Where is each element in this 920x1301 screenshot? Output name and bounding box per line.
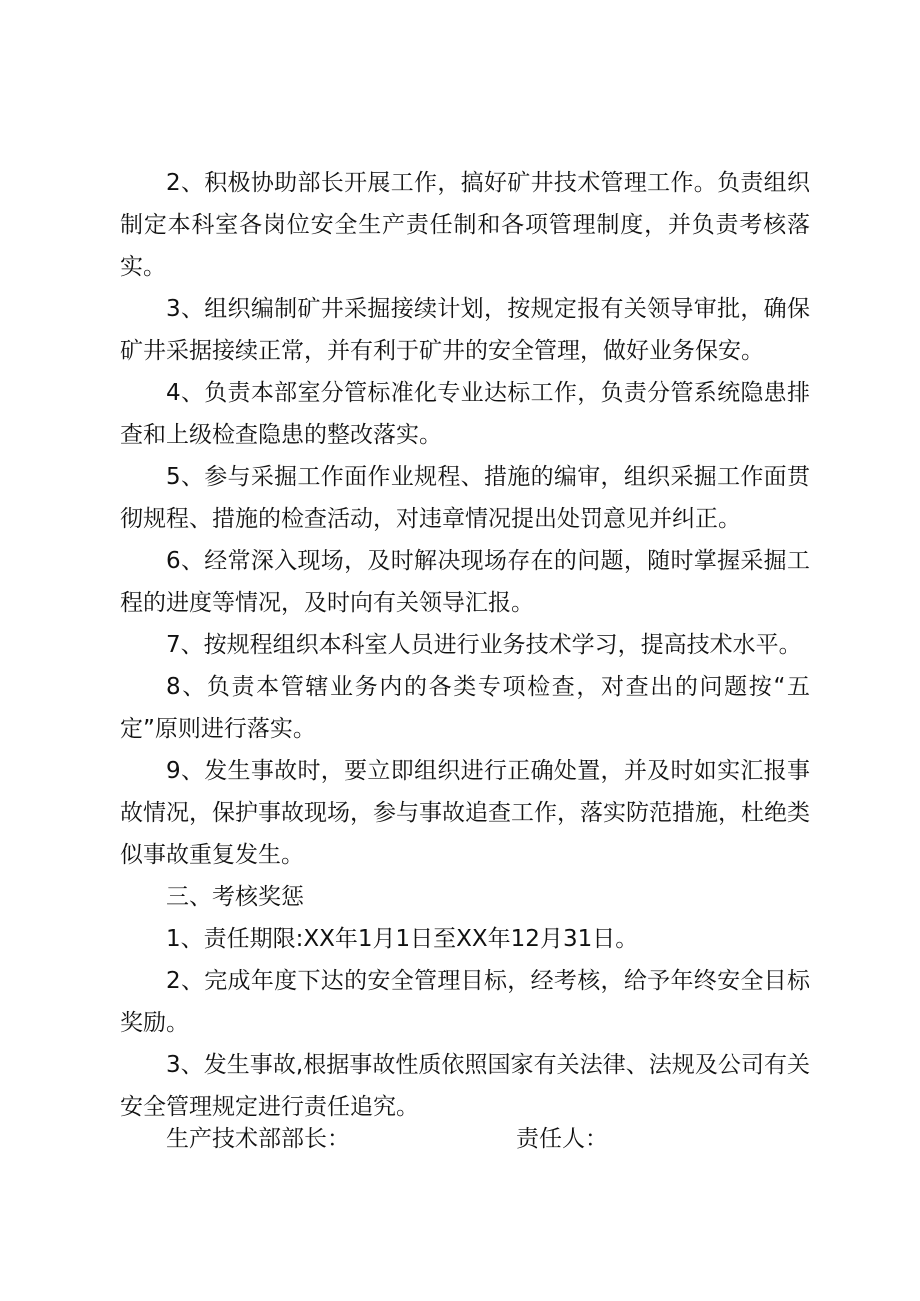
responsibility-item-4: 4、负责本部室分管标准化专业达标工作，负责分管系统隐患排查和上级检查隐患的整改落实。 [120,380,810,448]
responsibility-item-3: 3、组织编制矿井采掘接续计划，按规定报有关领导审批，确保矿井采据接续正常，并有利于矿井的安全管理，做好业务保安。 [120,296,810,364]
responsibility-item-9: 9、发生事故时，要立即组织进行正确处置，并及时如实汇报事故情况，保护事故现场，参与事故追查工作，落实防范措施，杜绝类似事故重复发生。 [120,758,810,868]
responsibility-item-7: 7、按规程组织本科室人员进行业务技术学习，提高技术水平。 [166,632,802,658]
department-head-signature-label: 生产技术部部长： [166,1126,350,1152]
assessment-item-1: 1、责任期限:XX年1月1日至XX年12月31日。 [166,926,639,952]
responsibility-item-2: 2、积极协助部长开展工作，搞好矿井技术管理工作。负责组织制定本科室各岗位安全生产责任制和各项管理制度，并负责考核落实。 [120,170,810,280]
assessment-item-3: 3、发生事故,根据事故性质依照国家有关法律、法规及公司有关安全管理规定进行责任追究。 [120,1052,810,1120]
section-heading: 三、考核奖惩 [166,884,304,910]
document-body [120,162,810,1128]
responsibility-item-6: 6、经常深入现场，及时解决现场存在的问题，随时掌握采掘工程的进度等情况，及时向有关领导汇报。 [120,548,810,616]
responsible-person-signature-label: 责任人： [516,1126,608,1152]
responsibility-item-5: 5、参与采掘工作面作业规程、措施的编审，组织采掘工作面贯彻规程、措施的检查活动，对违章情况提出处罚意见并纠正。 [120,464,810,532]
assessment-item-2: 2、完成年度下达的安全管理目标，经考核，给予年终安全目标奖励。 [120,968,810,1036]
signature-row [166,1118,806,1160]
responsibility-item-8: 8、负责本管辖业务内的各类专项检查，对查出的问题按“五定”原则进行落实。 [120,674,810,742]
